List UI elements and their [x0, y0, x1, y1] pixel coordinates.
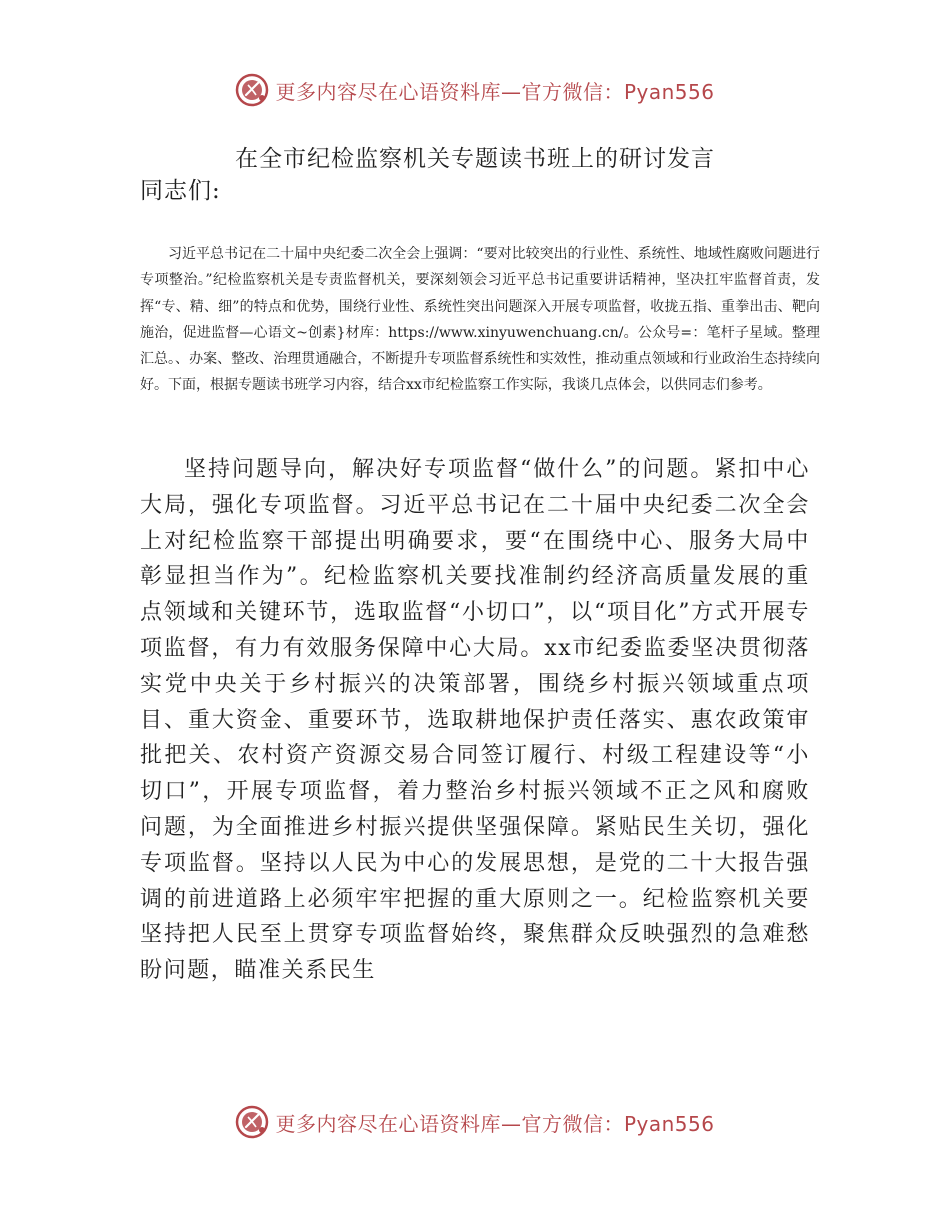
intro-paragraph: 习近平总书记在二十届中央纪委二次全会上强调：“要对比较突出的行业性、系统性、地域性腐败问题进行专项整治。”纪检监察机关是专责监督机关，要深刻领会习近平总书记重要讲话精神，坚决扛牢监督首责，发挥“专、精、细”的特点和优势，围绕行业性、系统性突出问题深入开展专项监督，收拢五指、重拳出击、靶向施治，促进监督—心语文~创素}材库：https://www.xinyuwenchuang.cn/。公众号=：笔杆子星域。整理汇总。、办案、整改、治理贯通融合，不断提升专项监督系统性和实效性，推动重点领域和行业政治生态持续向好。下面，根据专题读书班学习内容，结合xx市纪检监察工作实际，我谈几点体会，以供同志们参考。 [140, 246, 820, 394]
banner-text: 更多内容尽在心语资料库—官方微信：Pyan556 [275, 1111, 715, 1136]
seal-logo-icon [235, 73, 269, 107]
body-paragraph: 坚持问题导向，解决好专项监督“做什么”的问题。紧扣中心大局，强化专项监督。习近平总书记在二十届中央纪委二次全会上对纪检监察干部提出明确要求，要“在围绕中心、服务大局中彰显担当作为”。纪检监察机关要找准制约经济高质量发展的重点领域和关键环节，选取监督“小切口”，以“项目化”方式开展专项监督，有力有效服务保障中心大局。xx市纪委监委坚决贯彻落实党中央关于乡村振兴的决策部署，围绕乡村振兴领域重点项目、重大资金、重要环节，选取耕地保护责任落实、惠农政策审批把关、农村资产资源交易合同签订履行、村级工程建设等“小切口”，开展专项监督，着力整治乡村振兴领域不正之风和腐败问题，为全面推进乡村振兴提供坚强保障。紧贴民生关切，强化专项监督。坚持以人民为中心的发展思想，是党的二十大报告强调的前进道路上必须牢牢把握的重大原则之一。纪检监察机关要坚持把人民至上贯穿专项监督始终，聚焦群众反映强烈的急难愁盼问题，瞄准关系民生 [140, 457, 810, 984]
salutation: 同志们: [140, 178, 221, 204]
banner-text: 更多内容尽在心语资料库—官方微信：Pyan556 [275, 79, 715, 104]
header-banner [0, 70, 950, 110]
page-title: 在全市纪检监察机关专题读书班上的研讨发言 [235, 146, 715, 172]
footer-banner [0, 1102, 950, 1142]
seal-logo-icon [235, 1105, 269, 1139]
